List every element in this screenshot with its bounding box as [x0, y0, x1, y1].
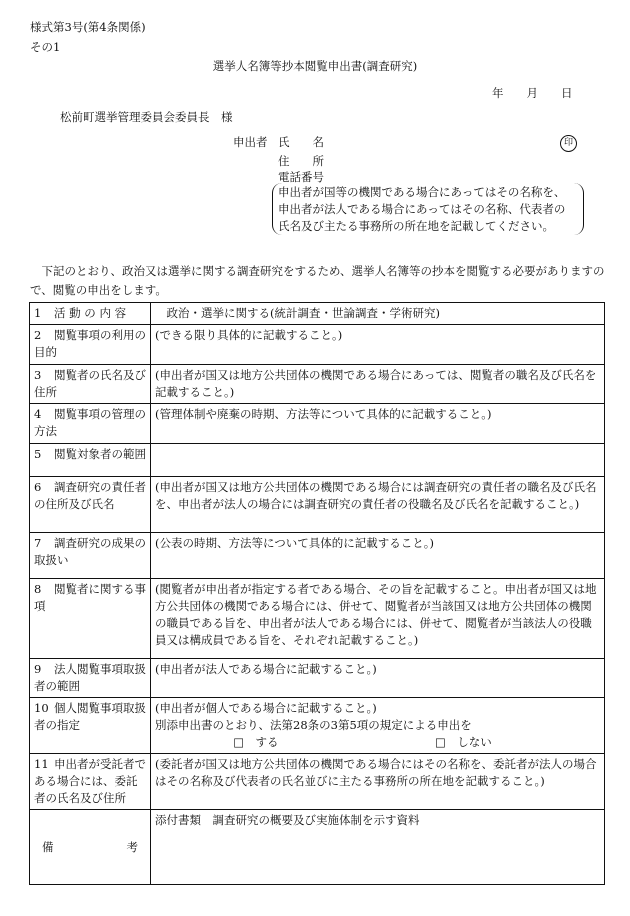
option-no-checkbox[interactable]: □ しない	[434, 735, 492, 749]
form-number: 様式第3号(第4条関係)	[30, 20, 146, 34]
table-row	[30, 533, 605, 579]
table-row	[30, 404, 605, 444]
row-label: 6 調査研究の責任者の住所及び氏名	[30, 477, 151, 533]
form-sub-number: その1	[30, 40, 61, 54]
row-label: 8 閲覧者に関する事項	[30, 579, 151, 659]
row-content[interactable]: 政治・選挙に関する(統計調査・世論調査・学術研究)	[151, 303, 605, 325]
row-content	[151, 698, 605, 754]
row-label: 5 閲覧対象者の範囲	[30, 444, 151, 477]
table-row	[30, 659, 605, 698]
recipient: 松前町選挙管理委員会委員長 様	[60, 110, 233, 124]
row-content[interactable]	[151, 444, 605, 477]
table-row	[30, 325, 605, 365]
note-line: 氏名及び主たる事務所の所在地を記載してください。	[278, 219, 554, 233]
applicant-label: 申出者	[233, 135, 268, 149]
table-row	[30, 365, 605, 404]
note-line: 申出者が国等の機関である場合にあってはその名称を、	[278, 185, 566, 199]
table-row	[30, 579, 605, 659]
row-label: 9 法人閲覧事項取扱者の範囲	[30, 659, 151, 698]
option-line	[155, 734, 600, 751]
row-label: 3 閲覧者の氏名及び住所	[30, 365, 151, 404]
remarks-row	[30, 810, 605, 885]
table-row	[30, 754, 605, 810]
row-content[interactable]: (管理体制や廃棄の時期、方法等について具体的に記載すること。)	[151, 404, 605, 444]
row-content[interactable]: (公表の時期、方法等について具体的に記載すること。)	[151, 533, 605, 579]
option-yes-checkbox[interactable]: □ する	[233, 735, 279, 749]
row-label: 2 閲覧事項の利用の目的	[30, 325, 151, 365]
table-row	[30, 444, 605, 477]
row-content[interactable]: (委託者が国又は地方公共団体の機関である場合にはその名称を、委託者が法人の場合はその名称及び代表者の氏名並びに主たる事務所の所在地を記載すること。)	[151, 754, 605, 810]
remarks-label: 備 考	[30, 810, 151, 885]
intro-paragraph: 下記のとおり、政治又は選挙に関する調査研究をするため、選挙人名簿等の抄本を閲覧する必要がありますので、閲覧の申出をします。	[30, 264, 605, 297]
row-label: 4 閲覧事項の管理の方法	[30, 404, 151, 444]
row-label: 11 申出者が受託者である場合には、委託者の氏名及び住所	[30, 754, 151, 810]
date-line: 年 月 日	[492, 86, 573, 100]
row-statement: 別添申出書のとおり、法第28条の3第5項の規定による申出を	[155, 718, 472, 732]
row-content[interactable]: (申出者が法人である場合に記載すること。)	[151, 659, 605, 698]
row-content[interactable]: (できる限り具体的に記載すること。)	[151, 325, 605, 365]
phone-label: 電話番号	[278, 170, 324, 184]
page-title: 選挙人名簿等抄本閲覧申出書(調査研究)	[212, 59, 418, 73]
application-table	[29, 302, 605, 885]
table-row	[30, 303, 605, 325]
row-label: 7 調査研究の成果の取扱い	[30, 533, 151, 579]
row-content[interactable]: (申出者が国又は地方公共団体の機関である場合にあっては、閲覧者の職名及び氏名を記載すること。)	[151, 365, 605, 404]
name-label: 氏 名	[278, 135, 324, 149]
row-label: 10 個人閲覧事項取扱者の指定	[30, 698, 151, 754]
address-label: 住 所	[278, 154, 324, 168]
table-row	[30, 477, 605, 533]
table-row	[30, 698, 605, 754]
note-line: 申出者が法人である場合にあってはその名称、代表者の	[278, 202, 566, 216]
row-content[interactable]: (閲覧者が申出者が指定する者である場合、その旨を記載すること。申出者が国又は地方公共団体の機関である場合には、併せて、閲覧者が当該国又は地方公共団体の機関の職員である旨を、申出者が法人である場合には、併せて、閲覧者が当該法人の役職員又は構成員である旨を、それぞれ記載すること。)	[151, 579, 605, 659]
remarks-content[interactable]: 添付書類 調査研究の概要及び実施体制を示す資料	[151, 810, 605, 885]
row-note: (申出者が個人である場合に記載すること。)	[155, 701, 377, 715]
applicant-note	[278, 184, 565, 235]
row-content[interactable]: (申出者が国又は地方公共団体の機関である場合には調査研究の責任者の職名及び氏名を、申出者が法人の場合には調査研究の責任者の役職名及び氏名を記載すること。)	[151, 477, 605, 533]
seal-mark: 印	[560, 135, 577, 152]
row-label: 1 活 動 の 内 容	[30, 303, 151, 325]
